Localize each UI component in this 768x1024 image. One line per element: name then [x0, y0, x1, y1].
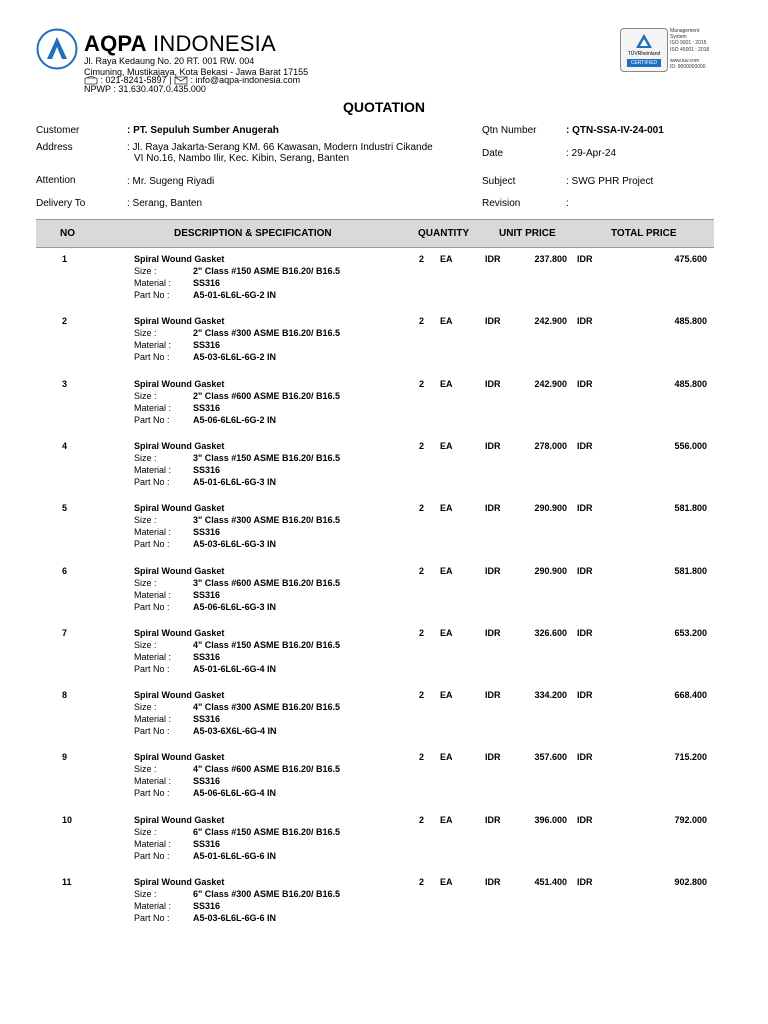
spec-material-label: Material :	[134, 402, 172, 413]
row-total-price: 485.800	[674, 316, 707, 327]
company-email: : info@aqpa-indonesia.com	[190, 75, 301, 85]
row-unit-price: 451.400	[534, 877, 567, 887]
spec-size-value: 4" Class #150 ASME B16.20/ B16.5	[193, 639, 341, 650]
spec-size-label: Size :	[134, 702, 157, 713]
row-item: Spiral Wound Gasket	[134, 440, 225, 451]
row-quantity: 2	[419, 877, 425, 887]
row-unit-currency: IDR	[485, 877, 501, 887]
address-label: Address	[36, 142, 73, 153]
spec-part-label: Part No :	[134, 663, 170, 674]
qtn-number-value: : QTN-SSA-IV-24-001	[566, 125, 664, 136]
spec-size-value: 4" Class #600 ASME B16.20/ B16.5	[193, 764, 341, 775]
spec-size-value: 6" Class #150 ASME B16.20/ B16.5	[193, 826, 341, 837]
table-row	[36, 377, 714, 439]
spec-material-value: SS316	[193, 464, 221, 475]
row-total-price: 556.000	[674, 440, 707, 451]
spec-material-label: Material :	[134, 901, 172, 911]
spec-material-value: SS316	[193, 776, 221, 787]
header-quantity: QUANTITY	[418, 228, 470, 239]
row-total-currency: IDR	[577, 690, 593, 701]
spec-material-value: SS316	[193, 901, 221, 911]
cert-line: ISO 9001 : 2015	[670, 40, 707, 47]
spec-material-value: SS316	[193, 838, 221, 849]
row-total-price: 902.800	[674, 877, 707, 887]
row-unit-price: 237.800	[534, 254, 567, 264]
customer-label: Customer	[36, 125, 80, 136]
spec-size-label: Size :	[134, 826, 157, 837]
row-item: Spiral Wound Gasket	[134, 627, 225, 638]
spec-part-label: Part No :	[134, 476, 170, 487]
spec-material-value: SS316	[193, 714, 221, 725]
row-no: 5	[62, 503, 68, 514]
row-item: Spiral Wound Gasket	[134, 814, 225, 825]
row-item: Spiral Wound Gasket	[134, 877, 225, 887]
spec-part-label: Part No :	[134, 290, 170, 300]
cert-id: ID: 9000000000	[670, 64, 706, 71]
row-unit-currency: IDR	[485, 752, 501, 763]
spec-part-label: Part No :	[134, 601, 170, 612]
row-unit-currency: IDR	[485, 316, 501, 327]
customer-value: : PT. Sepuluh Sumber Anugerah	[127, 125, 279, 136]
spec-part-label: Part No :	[134, 352, 170, 363]
row-total-currency: IDR	[577, 378, 593, 389]
attention-label: Attention	[36, 175, 76, 186]
header-no: NO	[60, 228, 75, 239]
spec-size-value: 4" Class #300 ASME B16.20/ B16.5	[193, 702, 341, 713]
table-header	[36, 219, 714, 248]
document-title: QUOTATION	[343, 99, 425, 115]
row-unit-currency: IDR	[485, 440, 501, 451]
row-quantity: 2	[419, 752, 425, 763]
row-quantity: 2	[419, 690, 425, 701]
spec-material-value: SS316	[193, 278, 221, 288]
subject-value: : SWG PHR Project	[566, 176, 654, 187]
row-unit-price: 334.200	[534, 690, 567, 701]
spec-part-label: Part No :	[134, 539, 170, 550]
row-total-currency: IDR	[577, 877, 593, 887]
spec-size-label: Size :	[134, 515, 157, 526]
address-value-line1: : Jl. Raya Jakarta-Serang KM. 66 Kawasan, Modern Industri Cikande	[127, 142, 433, 153]
certification-badge	[620, 28, 714, 70]
date-value: : 29-Apr-24	[566, 148, 617, 159]
spec-size-value: 2" Class #150 ASME B16.20/ B16.5	[193, 266, 341, 276]
spec-part-value: A5-03-6X6L-6G-4 IN	[193, 726, 277, 737]
cert-url: www.tuv.com	[670, 57, 700, 64]
spec-size-value: 2" Class #600 ASME B16.20/ B16.5	[193, 390, 341, 401]
row-quantity: 2	[419, 503, 425, 514]
spec-part-value: A5-01-6L6L-6G-3 IN	[193, 476, 277, 487]
spec-size-label: Size :	[134, 266, 157, 276]
row-unit-price: 396.000	[534, 814, 567, 825]
row-total-price: 668.400	[674, 690, 707, 701]
row-total-currency: IDR	[577, 503, 593, 514]
row-total-currency: IDR	[577, 752, 593, 763]
spec-size-value: 3" Class #150 ASME B16.20/ B16.5	[193, 452, 341, 463]
row-unit-currency: IDR	[485, 627, 501, 638]
row-unit-price: 242.900	[534, 316, 567, 327]
spec-part-value: A5-06-6L6L-6G-3 IN	[193, 601, 277, 612]
spec-material-label: Material :	[134, 714, 172, 725]
spec-part-label: Part No :	[134, 414, 170, 425]
row-unit-currency: IDR	[485, 565, 501, 576]
row-uom: EA	[440, 503, 453, 514]
delivery-value: : Serang, Banten	[127, 198, 203, 209]
delivery-label: Delivery To	[36, 198, 86, 209]
table-row	[36, 501, 714, 563]
row-total-currency: IDR	[577, 565, 593, 576]
spec-material-value: SS316	[193, 589, 221, 600]
row-uom: EA	[440, 378, 453, 389]
row-no: 3	[62, 378, 68, 389]
row-unit-currency: IDR	[485, 503, 501, 514]
revision-value: :	[566, 198, 569, 209]
row-item: Spiral Wound Gasket	[134, 378, 225, 389]
table-row	[36, 252, 714, 314]
spec-material-label: Material :	[134, 464, 172, 475]
spec-size-label: Size :	[134, 328, 157, 339]
spec-material-label: Material :	[134, 278, 172, 288]
company-npwp: NPWP : 31.630.407.0.435.000	[84, 84, 206, 94]
spec-material-value: SS316	[193, 651, 221, 662]
row-uom: EA	[440, 690, 453, 701]
spec-size-value: 3" Class #600 ASME B16.20/ B16.5	[193, 577, 341, 588]
row-item: Spiral Wound Gasket	[134, 503, 225, 514]
tuv-badge	[620, 28, 668, 72]
spec-material-label: Material :	[134, 589, 172, 600]
spec-size-label: Size :	[134, 764, 157, 775]
spec-part-label: Part No :	[134, 850, 170, 861]
spec-part-label: Part No :	[134, 913, 170, 923]
row-no: 10	[62, 814, 73, 825]
row-quantity: 2	[419, 254, 425, 264]
row-no: 6	[62, 565, 68, 576]
row-unit-price: 290.900	[534, 565, 567, 576]
row-item: Spiral Wound Gasket	[134, 752, 225, 763]
revision-label: Revision	[482, 198, 521, 209]
cert-line: ISO 45001 : 2018	[670, 46, 710, 53]
spec-part-value: A5-03-6L6L-6G-3 IN	[193, 539, 277, 550]
tuv-certified: CERTIFIED	[627, 59, 661, 67]
row-total-price: 792.000	[674, 814, 707, 825]
company-address-line2: Cimuning, Mustikajaya, Kota Bekasi - Jawa Barat 17155	[84, 67, 309, 77]
table-row	[36, 564, 714, 626]
spec-part-value: A5-01-6L6L-6G-2 IN	[193, 290, 277, 300]
table-row	[36, 314, 714, 376]
table-row	[36, 626, 714, 688]
row-quantity: 2	[419, 627, 425, 638]
company-phone: : 021-8241-5897 |	[100, 75, 172, 85]
row-quantity: 2	[419, 440, 425, 451]
spec-part-value: A5-06-6L6L-6G-4 IN	[193, 788, 277, 799]
row-no: 4	[62, 440, 68, 451]
spec-material-label: Material :	[134, 527, 172, 538]
row-unit-currency: IDR	[485, 814, 501, 825]
spec-part-value: A5-03-6L6L-6G-6 IN	[193, 913, 277, 923]
company-address-line1: Jl. Raya Kedaung No. 20 RT. 001 RW. 004	[84, 56, 255, 66]
row-no: 1	[62, 254, 68, 264]
row-uom: EA	[440, 254, 453, 264]
spec-size-label: Size :	[134, 390, 157, 401]
row-unit-currency: IDR	[485, 254, 501, 264]
row-unit-price: 326.600	[534, 627, 567, 638]
qtn-number-label: Qtn Number	[482, 125, 537, 136]
company-logo-icon	[36, 28, 78, 70]
date-label: Date	[482, 148, 504, 159]
table-row	[36, 750, 714, 812]
spec-material-value: SS316	[193, 402, 221, 413]
spec-part-value: A5-06-6L6L-6G-2 IN	[193, 414, 277, 425]
row-unit-currency: IDR	[485, 690, 501, 701]
row-uom: EA	[440, 316, 453, 327]
row-uom: EA	[440, 814, 453, 825]
spec-part-label: Part No :	[134, 788, 170, 799]
row-no: 9	[62, 752, 68, 763]
spec-material-label: Material :	[134, 651, 172, 662]
row-item: Spiral Wound Gasket	[134, 565, 225, 576]
cert-line: System	[670, 34, 687, 41]
subject-label: Subject	[482, 176, 516, 187]
row-uom: EA	[440, 627, 453, 638]
spec-size-label: Size :	[134, 639, 157, 650]
tuv-triangle-icon	[635, 33, 653, 49]
row-total-currency: IDR	[577, 814, 593, 825]
spec-size-value: 3" Class #300 ASME B16.20/ B16.5	[193, 515, 341, 526]
row-quantity: 2	[419, 565, 425, 576]
header-unit-price: UNIT PRICE	[499, 228, 556, 239]
spec-material-value: SS316	[193, 340, 221, 351]
row-total-price: 475.600	[674, 254, 707, 264]
row-total-currency: IDR	[577, 254, 593, 264]
row-item: Spiral Wound Gasket	[134, 316, 225, 327]
row-quantity: 2	[419, 378, 425, 389]
row-no: 2	[62, 316, 68, 327]
row-no: 8	[62, 690, 68, 701]
spec-size-value: 2" Class #300 ASME B16.20/ B16.5	[193, 328, 341, 339]
row-quantity: 2	[419, 316, 425, 327]
spec-size-label: Size :	[134, 452, 157, 463]
spec-part-label: Part No :	[134, 726, 170, 737]
spec-part-value: A5-03-6L6L-6G-2 IN	[193, 352, 277, 363]
row-uom: EA	[440, 877, 453, 887]
row-total-currency: IDR	[577, 316, 593, 327]
spec-material-label: Material :	[134, 776, 172, 787]
row-total-price: 581.800	[674, 565, 707, 576]
row-item: Spiral Wound Gasket	[134, 254, 225, 264]
spec-part-value: A5-01-6L6L-6G-4 IN	[193, 663, 277, 674]
row-total-price: 653.200	[674, 627, 707, 638]
spec-part-value: A5-01-6L6L-6G-6 IN	[193, 850, 277, 861]
table-row	[36, 439, 714, 501]
company-name: AQPA INDONESIA	[84, 31, 276, 56]
spec-material-value: SS316	[193, 527, 221, 538]
row-unit-price: 242.900	[534, 378, 567, 389]
row-uom: EA	[440, 752, 453, 763]
row-uom: EA	[440, 440, 453, 451]
row-total-price: 715.200	[674, 752, 707, 763]
spec-size-value: 6" Class #300 ASME B16.20/ B16.5	[193, 889, 341, 899]
table-row	[36, 688, 714, 750]
row-quantity: 2	[419, 814, 425, 825]
row-total-currency: IDR	[577, 440, 593, 451]
table-row	[36, 813, 714, 875]
row-item: Spiral Wound Gasket	[134, 690, 225, 701]
table-row	[36, 875, 714, 937]
attention-value: : Mr. Sugeng Riyadi	[127, 176, 215, 187]
row-unit-price: 290.900	[534, 503, 567, 514]
address-value-line2: VI No.16, Nambo Ilir, Kec. Kibin, Serang, Banten	[134, 153, 350, 164]
row-unit-price: 357.600	[534, 752, 567, 763]
row-total-price: 581.800	[674, 503, 707, 514]
row-no: 7	[62, 627, 68, 638]
row-uom: EA	[440, 565, 453, 576]
spec-size-label: Size :	[134, 889, 157, 899]
row-unit-currency: IDR	[485, 378, 501, 389]
spec-material-label: Material :	[134, 838, 172, 849]
header-description: DESCRIPTION & SPECIFICATION	[174, 228, 332, 239]
spec-size-label: Size :	[134, 577, 157, 588]
row-no: 11	[62, 877, 72, 887]
header-total-price: TOTAL PRICE	[611, 228, 677, 239]
cert-line: Management	[670, 28, 700, 34]
spec-material-label: Material :	[134, 340, 172, 351]
tuv-name: TÜVRheinland	[627, 51, 661, 57]
row-total-currency: IDR	[577, 627, 593, 638]
row-unit-price: 278.000	[534, 440, 567, 451]
row-total-price: 485.800	[674, 378, 707, 389]
